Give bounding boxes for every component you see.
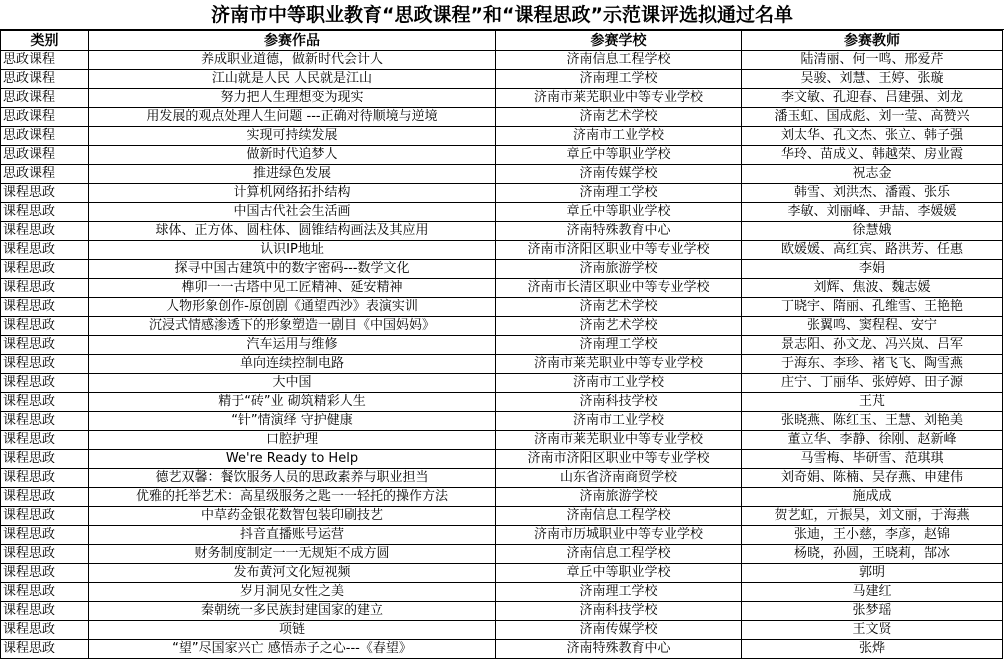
category-cell[interactable]: 课程思政 [1, 507, 89, 526]
work-cell[interactable]: 中草药金银花数智包装印刷技艺 [89, 507, 496, 526]
table-row[interactable] [1, 70, 1003, 89]
page-title: 济南市中等职业教育“思政课程”和“课程思政”示范课评选拟通过名单 [0, 0, 1004, 30]
teacher-cell[interactable]: 潘玉虹、国成彪、刘一莹、高赞兴 [742, 108, 1003, 127]
table-row[interactable] [1, 640, 1003, 659]
work-cell[interactable]: 秦朝统一多民族封建国家的建立 [89, 602, 496, 621]
category-cell[interactable]: 课程思政 [1, 564, 89, 583]
work-cell[interactable]: 人物形象创作-原创剧《通望西沙》表演实训 [89, 298, 496, 317]
category-cell[interactable]: 课程思政 [1, 526, 89, 545]
table-row[interactable] [1, 545, 1003, 564]
table-row[interactable] [1, 564, 1003, 583]
work-cell[interactable]: 发布黄河文化短视频 [89, 564, 496, 583]
teacher-cell[interactable]: 庄宁、丁丽华、张婷婷、田子源 [742, 374, 1003, 393]
category-cell[interactable]: 课程思政 [1, 222, 89, 241]
school-cell[interactable]: 济南市历城职业中等专业学校 [496, 526, 742, 545]
teacher-cell[interactable]: 刘太华、孔文杰、张立、韩子强 [742, 127, 1003, 146]
teacher-cell[interactable]: 张翼鸣、窦程程、安宁 [742, 317, 1003, 336]
category-cell[interactable]: 思政课程 [1, 51, 89, 70]
category-cell[interactable]: 课程思政 [1, 374, 89, 393]
table-row[interactable] [1, 355, 1003, 374]
work-cell[interactable]: 做新时代追梦人 [89, 146, 496, 165]
teacher-cell[interactable]: 欧媛媛、高红宾、路洪芳、任惠 [742, 241, 1003, 260]
category-cell[interactable]: 课程思政 [1, 393, 89, 412]
work-cell[interactable]: 榫卯一一古塔中见工匠精神、延安精神 [89, 279, 496, 298]
work-cell[interactable]: 江山就是人民 人民就是江山 [89, 70, 496, 89]
teacher-cell[interactable]: 王芃 [742, 393, 1003, 412]
table-row[interactable] [1, 317, 1003, 336]
category-cell[interactable]: 课程思政 [1, 260, 89, 279]
table-row[interactable] [1, 127, 1003, 146]
teacher-cell[interactable]: 张烨 [742, 640, 1003, 659]
school-cell[interactable]: 济南理工学校 [496, 336, 742, 355]
header-teacher[interactable]: 参赛教师 [742, 31, 1003, 51]
school-cell[interactable]: 济南传媒学校 [496, 621, 742, 640]
table-row[interactable] [1, 507, 1003, 526]
teacher-cell[interactable]: 徐慧娥 [742, 222, 1003, 241]
category-cell[interactable]: 思政课程 [1, 70, 89, 89]
table-row[interactable] [1, 621, 1003, 640]
teacher-cell[interactable]: 李文敏、孔迎春、吕建强、刘龙 [742, 89, 1003, 108]
work-cell[interactable]: 探寻中国古建筑中的数字密码---数学文化 [89, 260, 496, 279]
category-cell[interactable]: 思政课程 [1, 146, 89, 165]
teacher-cell[interactable]: 吴骏、刘慧、王婷、张璇 [742, 70, 1003, 89]
school-cell[interactable]: 济南传媒学校 [496, 165, 742, 184]
category-cell[interactable]: 课程思政 [1, 279, 89, 298]
school-cell[interactable]: 济南理工学校 [496, 583, 742, 602]
table-row[interactable] [1, 165, 1003, 184]
table-row[interactable] [1, 336, 1003, 355]
work-cell[interactable]: 精于“砖”业 砌筑精彩人生 [89, 393, 496, 412]
category-cell[interactable]: 思政课程 [1, 89, 89, 108]
header-work[interactable]: 参赛作品 [89, 31, 496, 51]
category-cell[interactable]: 课程思政 [1, 450, 89, 469]
school-cell[interactable]: 济南旅游学校 [496, 488, 742, 507]
work-cell[interactable]: 计算机网络拓扑结构 [89, 184, 496, 203]
teacher-cell[interactable]: 张迪，王小慈，李彦，赵锦 [742, 526, 1003, 545]
school-cell[interactable]: 济南市莱芜职业中等专业学校 [496, 431, 742, 450]
table-row[interactable] [1, 89, 1003, 108]
table-row[interactable] [1, 184, 1003, 203]
school-cell[interactable]: 济南市莱芜职业中等专业学校 [496, 89, 742, 108]
work-cell[interactable]: 项链 [89, 621, 496, 640]
school-cell[interactable]: 山东省济南商贸学校 [496, 469, 742, 488]
table-body [1, 51, 1003, 659]
category-cell[interactable]: 课程思政 [1, 317, 89, 336]
teacher-cell[interactable]: 华玲、苗成义、韩越荣、房业霞 [742, 146, 1003, 165]
work-cell[interactable]: 中国古代社会生活画 [89, 203, 496, 222]
table-row[interactable] [1, 583, 1003, 602]
school-cell[interactable]: 济南艺术学校 [496, 298, 742, 317]
teacher-cell[interactable]: 张梦瑶 [742, 602, 1003, 621]
teacher-cell[interactable]: 刘奇娟、陈楠、吴存燕、申建伟 [742, 469, 1003, 488]
teacher-cell[interactable]: 杨晓，孙圆，王晓莉，郜冰 [742, 545, 1003, 564]
teacher-cell[interactable]: 丁晓宇、隋丽、孔维雪、王艳艳 [742, 298, 1003, 317]
table-row[interactable] [1, 241, 1003, 260]
table-row[interactable] [1, 203, 1003, 222]
header-row [1, 31, 1003, 51]
teacher-cell[interactable]: 景志阳、孙文龙、冯兴岚、吕军 [742, 336, 1003, 355]
category-cell[interactable]: 思政课程 [1, 127, 89, 146]
category-cell[interactable]: 课程思政 [1, 621, 89, 640]
work-cell[interactable]: “望”尽国家兴亡 感悟赤子之心---《春望》 [89, 640, 496, 659]
category-cell[interactable]: 课程思政 [1, 640, 89, 659]
school-cell[interactable]: 济南科技学校 [496, 393, 742, 412]
school-cell[interactable]: 济南市济阳区职业中等专业学校 [496, 241, 742, 260]
teacher-cell[interactable]: 李娟 [742, 260, 1003, 279]
table-row[interactable] [1, 393, 1003, 412]
table-row[interactable] [1, 146, 1003, 165]
table-row[interactable] [1, 412, 1003, 431]
category-cell[interactable]: 课程思政 [1, 488, 89, 507]
category-cell[interactable]: 课程思政 [1, 545, 89, 564]
work-cell[interactable]: 推进绿色发展 [89, 165, 496, 184]
category-cell[interactable]: 思政课程 [1, 165, 89, 184]
category-cell[interactable]: 课程思政 [1, 469, 89, 488]
table-row[interactable] [1, 108, 1003, 127]
category-cell[interactable]: 课程思政 [1, 412, 89, 431]
work-cell[interactable]: 单向连续控制电路 [89, 355, 496, 374]
school-cell[interactable]: 济南信息工程学校 [496, 51, 742, 70]
teacher-cell[interactable]: 郭明 [742, 564, 1003, 583]
work-cell[interactable]: 认识IP地址 [89, 241, 496, 260]
school-cell[interactable]: 济南旅游学校 [496, 260, 742, 279]
school-cell[interactable]: 章丘中等职业学校 [496, 203, 742, 222]
work-cell[interactable]: 养成职业道德，做新时代会计人 [89, 51, 496, 70]
teacher-cell[interactable]: 施成成 [742, 488, 1003, 507]
work-cell[interactable]: 口腔护理 [89, 431, 496, 450]
school-cell[interactable]: 济南艺术学校 [496, 317, 742, 336]
category-cell[interactable]: 课程思政 [1, 431, 89, 450]
school-cell[interactable]: 济南科技学校 [496, 602, 742, 621]
teacher-cell[interactable]: 李敏、刘丽峰、尹喆、李媛媛 [742, 203, 1003, 222]
work-cell[interactable]: 球体、正方体、圆柱体、圆锥结构画法及其应用 [89, 222, 496, 241]
table-row[interactable] [1, 51, 1003, 70]
category-cell[interactable]: 课程思政 [1, 184, 89, 203]
teacher-cell[interactable]: 陆清丽、何一鸣、邢爱芹 [742, 51, 1003, 70]
work-cell[interactable]: 抖音直播账号运营 [89, 526, 496, 545]
teacher-cell[interactable]: 贺艺虹，亓振昊，刘文丽，于海燕 [742, 507, 1003, 526]
category-cell[interactable]: 课程思政 [1, 298, 89, 317]
teacher-cell[interactable]: 董立华、李静、徐刚、赵新峰 [742, 431, 1003, 450]
school-cell[interactable]: 济南理工学校 [496, 184, 742, 203]
school-cell[interactable]: 济南特殊教育中心 [496, 640, 742, 659]
school-cell[interactable]: 章丘中等职业学校 [496, 146, 742, 165]
work-cell[interactable]: 汽车运用与维修 [89, 336, 496, 355]
school-cell[interactable]: 济南市济阳区职业中等专业学校 [496, 450, 742, 469]
table-row[interactable] [1, 602, 1003, 621]
category-cell[interactable]: 课程思政 [1, 241, 89, 260]
table-row[interactable] [1, 488, 1003, 507]
category-cell[interactable]: 课程思政 [1, 336, 89, 355]
header-school[interactable]: 参赛学校 [496, 31, 742, 51]
school-cell[interactable]: 济南市工业学校 [496, 374, 742, 393]
school-cell[interactable]: 济南艺术学校 [496, 108, 742, 127]
category-cell[interactable]: 课程思政 [1, 203, 89, 222]
category-cell[interactable]: 课程思政 [1, 355, 89, 374]
school-cell[interactable]: 济南信息工程学校 [496, 507, 742, 526]
category-cell[interactable]: 课程思政 [1, 602, 89, 621]
table-row[interactable] [1, 374, 1003, 393]
teacher-cell[interactable]: 马雪梅、毕研雪、范琪琪 [742, 450, 1003, 469]
school-cell[interactable]: 济南特殊教育中心 [496, 222, 742, 241]
school-cell[interactable]: 济南理工学校 [496, 70, 742, 89]
school-cell[interactable]: 章丘中等职业学校 [496, 564, 742, 583]
work-cell[interactable]: 岁月洞见女性之美 [89, 583, 496, 602]
teacher-cell[interactable]: 韩雪、刘洪杰、潘霞、张乐 [742, 184, 1003, 203]
category-cell[interactable]: 思政课程 [1, 108, 89, 127]
teacher-cell[interactable]: 马建红 [742, 583, 1003, 602]
school-cell[interactable]: 济南市莱芜职业中等专业学校 [496, 355, 742, 374]
table-row[interactable] [1, 279, 1003, 298]
table-row[interactable] [1, 260, 1003, 279]
work-cell[interactable]: 大中国 [89, 374, 496, 393]
work-cell[interactable]: “针”情演绎 守护健康 [89, 412, 496, 431]
school-cell[interactable]: 济南市工业学校 [496, 412, 742, 431]
school-cell[interactable]: 济南市工业学校 [496, 127, 742, 146]
teacher-cell[interactable]: 于海东、李珍、褚飞飞、陶雪燕 [742, 355, 1003, 374]
table-row[interactable] [1, 431, 1003, 450]
table-row[interactable] [1, 469, 1003, 488]
results-table [0, 30, 1003, 659]
work-cell[interactable]: 用发展的观点处理人生问题 ---正确对待顺境与逆境 [89, 108, 496, 127]
header-category[interactable]: 类别 [1, 31, 89, 51]
work-cell[interactable]: 努力把人生理想变为现实 [89, 89, 496, 108]
work-cell[interactable]: 财务制度制定一一无规矩不成方圆 [89, 545, 496, 564]
school-cell[interactable]: 济南市长清区职业中等专业学校 [496, 279, 742, 298]
teacher-cell[interactable]: 王文贤 [742, 621, 1003, 640]
teacher-cell[interactable]: 祝志金 [742, 165, 1003, 184]
table-row[interactable] [1, 526, 1003, 545]
table-row[interactable] [1, 450, 1003, 469]
work-cell[interactable]: 优雅的托举艺术：高星级服务之匙一一轻托的操作方法 [89, 488, 496, 507]
category-cell[interactable]: 课程思政 [1, 583, 89, 602]
table-row[interactable] [1, 222, 1003, 241]
work-cell[interactable]: 沉浸式情感渗透下的形象塑造一剧目《中国妈妈》 [89, 317, 496, 336]
teacher-cell[interactable]: 刘辉、焦波、魏志媛 [742, 279, 1003, 298]
work-cell[interactable]: 实现可持续发展 [89, 127, 496, 146]
work-cell[interactable]: 德艺双馨：餐饮服务人员的思政素养与职业担当 [89, 469, 496, 488]
school-cell[interactable]: 济南信息工程学校 [496, 545, 742, 564]
work-cell[interactable]: We're Ready to Help [89, 450, 496, 469]
teacher-cell[interactable]: 张晓燕、陈红玉、王慧、刘艳美 [742, 412, 1003, 431]
table-row[interactable] [1, 298, 1003, 317]
